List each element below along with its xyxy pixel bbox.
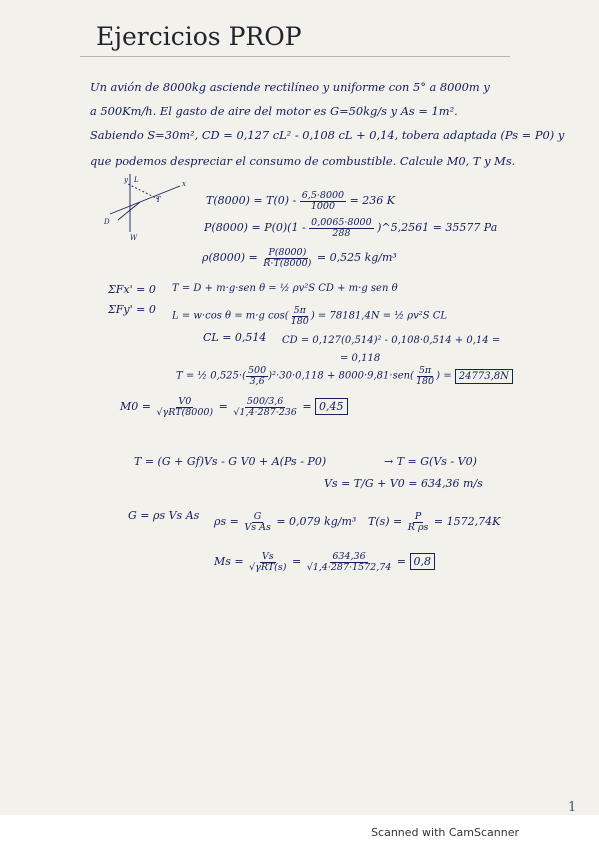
- lift-balance-eq: L = w·cos θ = m·g cos( $\frac{5\pi}{180}$ ) = 78181,4N = ½ ρv²S CL: [172, 305, 448, 327]
- scanner-watermark: Scanned with CamScanner: [371, 826, 519, 839]
- exit-velocity-eq: Vs = T/G + V0 = 634,36 m/s: [324, 477, 483, 490]
- thrust-balance-eq: T = D + m·g·sen θ = ½ ρv²S CD + m·g sen θ: [172, 283, 398, 294]
- title-underline: [80, 56, 510, 57]
- thrust-calc: T = ½ 0,525·( $\frac{500}{3,6}$ )²·30·0,118 + 8000·9,81·sen( $\frac{5\pi}{180}$ ) = 24773,8N: [176, 366, 513, 386]
- thrust-general-eq: T = (G + Gf)Vs - G V0 + A(Ps - P0): [134, 455, 327, 468]
- problem-line-4: que podemos despreciar el consumo de combustible. Calcule M0, T y Ms.: [90, 154, 516, 168]
- mach-exit-result: 0,8: [410, 553, 436, 570]
- density-eq: ρ(8000) = $\frac{P(8000)}{R\cdot T(8000)}$ = 0,525 kg/m³: [202, 247, 397, 269]
- exit-temp-eq: T(s) = $\frac{P}{\text{R ρs}}$ = 1572,74K: [368, 511, 501, 533]
- thrust-label: T: [156, 196, 161, 204]
- x-axis-label: x: [182, 180, 186, 188]
- problem-line-3: Sabiendo S=30m², CD = 0,127 cL² - 0,108 cL + 0,14, tobera adaptada (Ps = P0) y: [90, 128, 565, 142]
- problem-line-1: Un avión de 8000kg asciende rectilíneo y uniforme con 5° a 8000m y: [90, 80, 490, 94]
- y-axis-label: y: [124, 176, 128, 184]
- page-title: Ejercicios PROP: [96, 22, 302, 51]
- lift-label: L: [134, 176, 139, 184]
- drag-label: D: [104, 218, 110, 226]
- weight-label: W: [130, 234, 138, 242]
- cl-value: CL = 0,514: [203, 331, 267, 344]
- pressure-eq: P(8000) = P(0)(1 - $\frac{0,0065\cdot 8000}{288}$ )^5,2561 = 35577 Pa: [204, 217, 498, 239]
- mass-flow-eq: G = ρs Vs As: [128, 509, 200, 522]
- sum-fx: ΣFx' = 0: [108, 283, 156, 296]
- cd-eq: CD = 0,127(0,514)² - 0,108·0,514 + 0,14 =: [282, 335, 501, 346]
- temp-eq: T(8000) = T(0) - $\frac{6,5\cdot 8000}{1000}$ = 236 K: [206, 190, 396, 212]
- flight-path-line: [110, 186, 180, 214]
- cd-result: = 0,118: [340, 353, 381, 364]
- page-mark: 1: [568, 800, 577, 815]
- problem-line-2: a 500Km/h. El gasto de aire del motor es G=50kg/s y As = 1m².: [90, 104, 458, 118]
- drag-vector: [118, 202, 140, 220]
- force-diagram: [100, 172, 200, 242]
- mach-inlet-eq: M0 = $\frac{V0}{\text{√γRT(8000)}}$ = $\frac{500/3,6}{√1,4\cdot 287\cdot 236}$ = 0,45: [120, 397, 348, 417]
- mach-inlet-result: 0,45: [315, 398, 348, 415]
- sum-fy: ΣFy' = 0: [108, 303, 156, 316]
- thrust-simplified-eq: → T = G(Vs - V0): [384, 455, 477, 468]
- exit-density-eq: ρs = $\frac{G}{\text{Vs As}}$ = 0,079 kg/m³: [214, 511, 357, 533]
- mach-exit-eq: Ms = $\frac{Vs}{\text{√γRT(s)}}$ = $\frac{634,36}{√1,4\cdot 287\cdot 1572,74}$ = 0,8: [214, 552, 435, 572]
- thrust-result: 24773,8N: [455, 369, 513, 384]
